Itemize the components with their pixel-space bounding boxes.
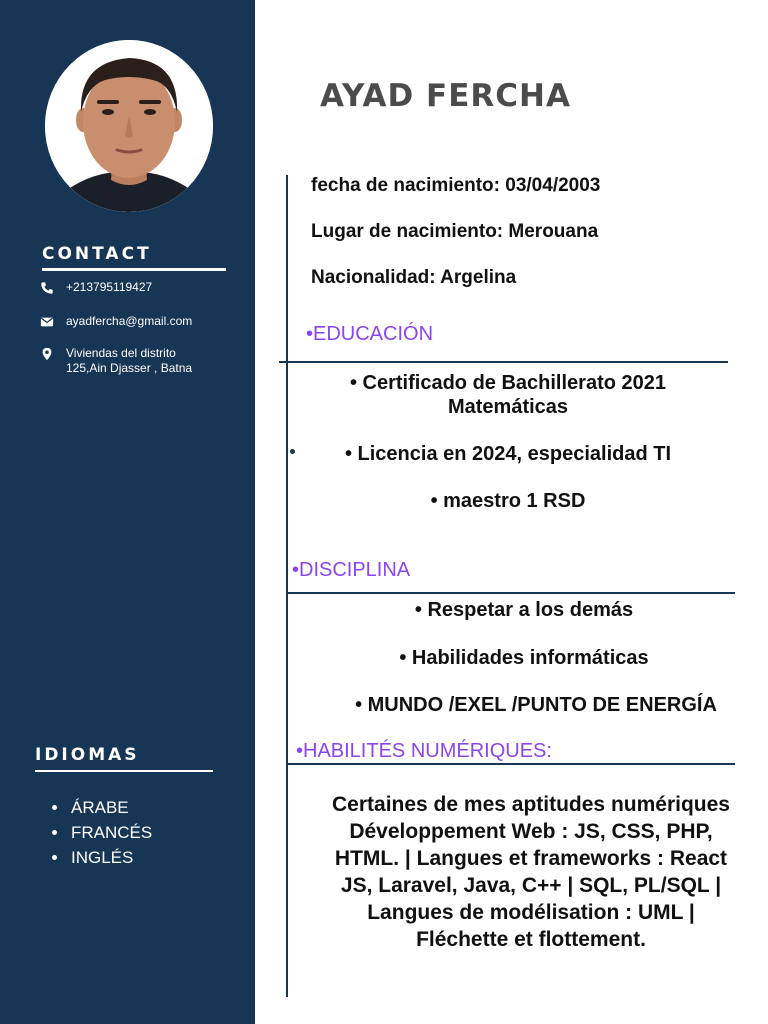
birth-place: Lugar de nacimiento: Merouana bbox=[311, 221, 599, 242]
contact-address bbox=[40, 346, 216, 376]
list-item: ÁRABE bbox=[52, 795, 152, 820]
mail-icon bbox=[40, 315, 54, 329]
phone-icon bbox=[40, 281, 54, 295]
list-item: • Habilidades informáticas bbox=[399, 647, 649, 669]
list-item: • maestro 1 RSD bbox=[430, 490, 586, 512]
contact-divider bbox=[42, 268, 226, 271]
education-title: •EDUCACIÓN bbox=[306, 323, 434, 345]
languages-divider bbox=[35, 770, 213, 772]
phone-text: +213795119427 bbox=[66, 280, 153, 294]
list-item: • MUNDO /EXEL /PUNTO DE ENERGÍA bbox=[355, 694, 717, 716]
contact-phone[interactable] bbox=[40, 280, 152, 295]
address-line-1: Viviendas del distrito bbox=[66, 346, 176, 360]
list-item: • Licencia en 2024, especialidad TI bbox=[344, 443, 672, 465]
sidebar bbox=[0, 0, 255, 1024]
bullet-icon bbox=[52, 855, 57, 860]
discipline-title: •DISCIPLINA bbox=[292, 559, 411, 581]
paragraph-line: Certaines de mes aptitudes numériques bbox=[332, 793, 730, 816]
paragraph-line: Langues de modélisation : UML | bbox=[367, 901, 695, 924]
paragraph-line: HTML. | Langues et frameworks : React bbox=[334, 847, 728, 870]
education-divider bbox=[279, 361, 728, 363]
paragraph-line: Fléchette et flottement. bbox=[416, 928, 646, 951]
bullet-icon bbox=[52, 805, 57, 810]
languages-heading: IDIOMAS bbox=[35, 745, 140, 765]
bullet-icon bbox=[52, 830, 57, 835]
discipline-divider bbox=[288, 592, 735, 594]
languages-list bbox=[52, 795, 152, 870]
list-item: • Certificado de Bachillerato 2021 bbox=[349, 372, 666, 394]
digital-skills-divider bbox=[288, 763, 735, 765]
list-item: FRANCÉS bbox=[52, 820, 152, 845]
list-item: Matemáticas bbox=[447, 396, 569, 418]
email-text: ayadfercha@gmail.com bbox=[66, 314, 193, 328]
nationality: Nacionalidad: Argelina bbox=[311, 267, 517, 288]
contact-heading: CONTACT bbox=[42, 244, 152, 264]
candidate-name: AYAD FERCHA bbox=[320, 78, 571, 114]
address-line-2: 125,Ain Djasser , Batna bbox=[66, 361, 193, 375]
address-text bbox=[66, 346, 216, 376]
digital-skills-title: •HABILITÉS NUMÉRIQUES: bbox=[296, 740, 552, 762]
paragraph-line: Développement Web : JS, CSS, PHP, bbox=[349, 820, 713, 843]
paragraph-line: JS, Laravel, Java, C++ | SQL, PL/SQL | bbox=[340, 874, 722, 897]
birth-date: fecha de nacimiento: 03/04/2003 bbox=[311, 175, 601, 196]
contact-email[interactable] bbox=[40, 314, 192, 329]
profile-photo bbox=[45, 40, 213, 212]
timeline-line bbox=[286, 175, 288, 997]
location-pin-icon bbox=[40, 347, 54, 361]
digital-skills-paragraph bbox=[300, 791, 762, 953]
list-item: • Respetar a los demás bbox=[414, 599, 634, 621]
person-portrait-icon bbox=[45, 40, 213, 212]
list-item: INGLÉS bbox=[52, 845, 152, 870]
